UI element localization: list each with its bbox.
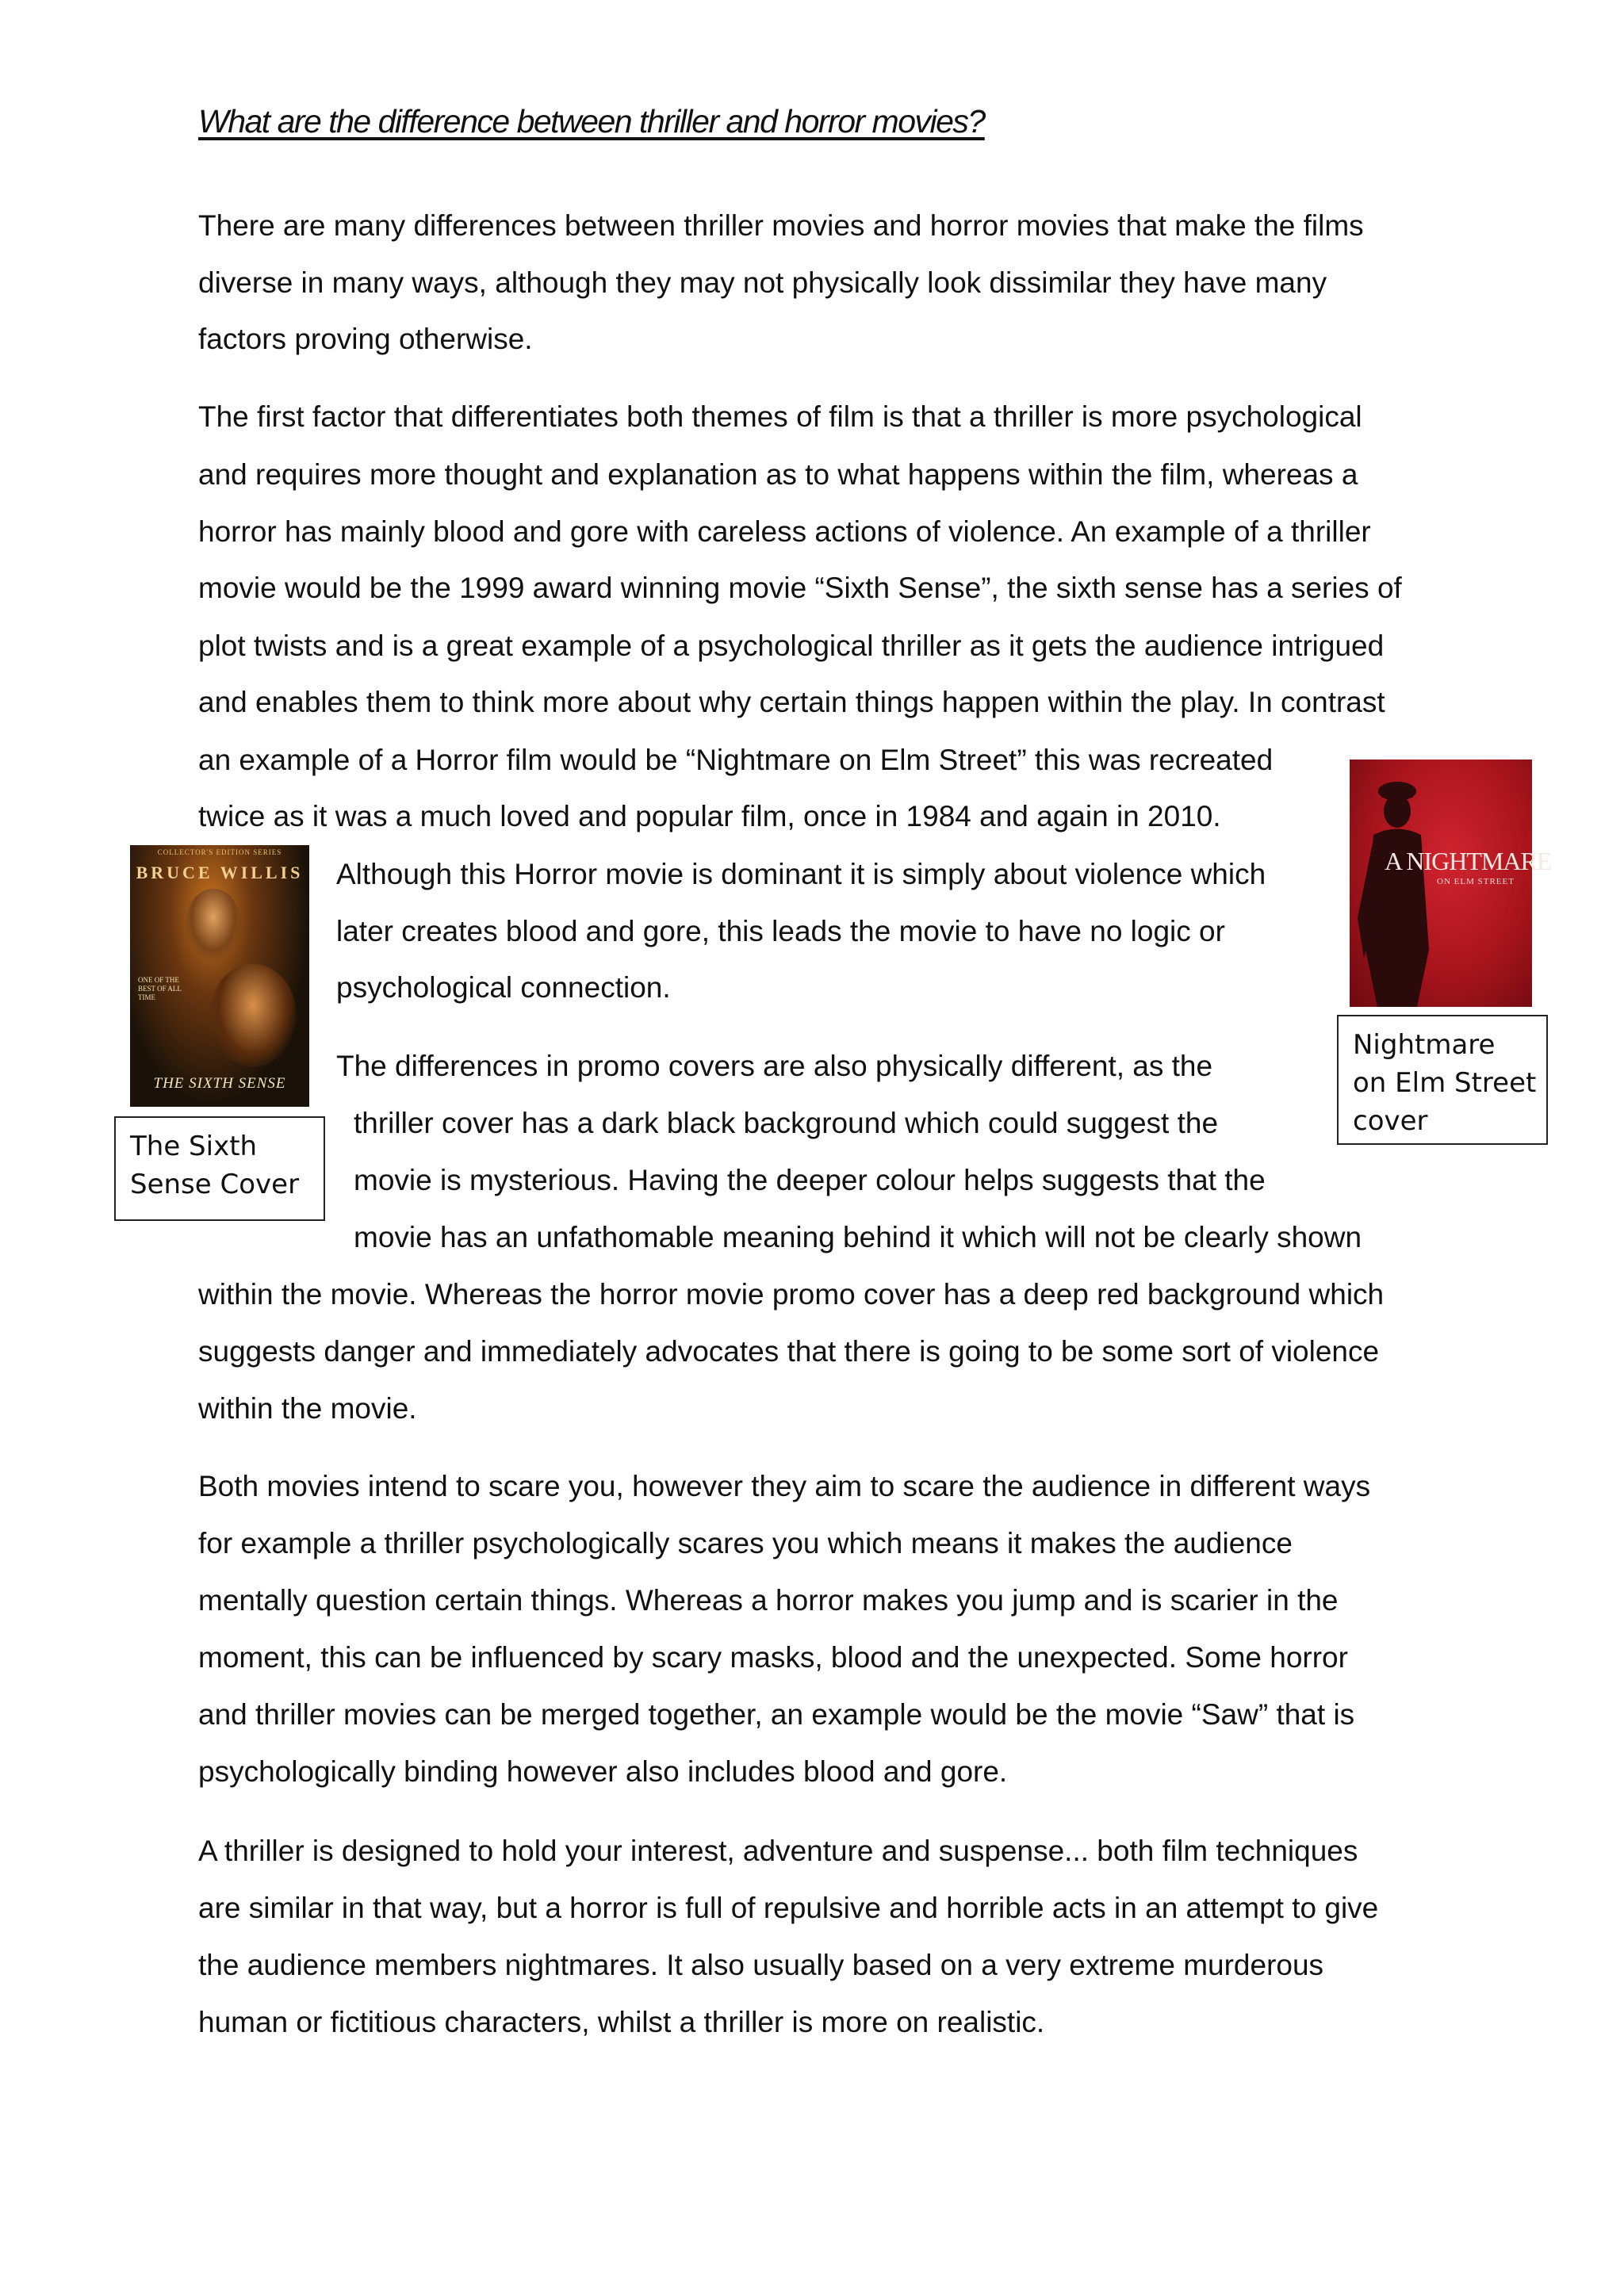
text-line: twice as it was a much loved and popular film, once in 1984 and again in 2010. [198, 800, 1221, 832]
nightmare-poster [1350, 760, 1552, 1007]
text-line: within the movie. Whereas the horror movie promo cover has a deep red background which [198, 1278, 1385, 1311]
child-face-image [186, 889, 241, 960]
text-line: thriller cover has a dark black background which could suggest the [354, 1107, 1219, 1139]
text-line: moment, this can be influenced by scary masks, blood and the unexpected. Some horror [198, 1641, 1348, 1674]
text-line: the audience members nightmares. It also usually based on a very extreme murderous [198, 1949, 1324, 1981]
text-line: are similar in that way, but a horror is full of repulsive and horrible acts in an attempt to give [198, 1892, 1379, 1924]
text-line: an example of a Horror film would be “Nightmare on Elm Street” this was recreated [198, 744, 1274, 776]
man-face-image [209, 964, 297, 1067]
nightmare-caption: Nightmare on Elm Street cover [1337, 1015, 1548, 1145]
text-line: and thriller movies can be merged together, an example would be the movie “Saw” that is [198, 1698, 1355, 1731]
text-line: factors proving otherwise. [198, 323, 533, 355]
text-line: The first factor that differentiates both themes of film is that a thriller is more psychological [198, 400, 1362, 433]
text-line: diverse in many ways, although they may not physically look dissimilar they have many [198, 266, 1327, 299]
text-line: for example a thriller psychologically scares you which means it makes the audience [198, 1527, 1293, 1559]
text-line: and requires more thought and explanation as to what happens within the film, whereas a [198, 458, 1358, 491]
sixth-sense-caption: The Sixth Sense Cover [114, 1116, 325, 1221]
text-line: Although this Horror movie is dominant it is simply about violence which [336, 858, 1266, 890]
poster-tagline: ONE OF THE BEST OF ALL TIME [138, 976, 182, 1001]
sixth-sense-poster [130, 845, 309, 1107]
text-line: The differences in promo covers are also physically different, as the [336, 1050, 1213, 1082]
text-line: A thriller is designed to hold your interest, adventure and suspense... both film techniques [198, 1835, 1358, 1867]
text-line: movie is mysterious. Having the deeper colour helps suggests that the [354, 1164, 1266, 1196]
text-line: psychological connection. [336, 971, 671, 1004]
text-line: psychologically binding however also includes blood and gore. [198, 1755, 1008, 1788]
text-line: horror has mainly blood and gore with careless actions of violence. An example of a thriller [198, 515, 1371, 548]
poster-title: THE SIXTH SENSE [153, 1075, 286, 1092]
text-line: human or fictitious characters, whilst a thriller is more on realistic. [198, 2006, 1045, 2038]
text-line: movie has an unfathomable meaning behind it which will not be clearly shown [354, 1221, 1362, 1253]
text-line: plot twists and is a great example of a psychological thriller as it gets the audience intrigued [198, 629, 1385, 662]
text-line: within the movie. [198, 1392, 417, 1425]
text-line: mentally question certain things. Whereas a horror makes you jump and is scarier in the [198, 1584, 1339, 1617]
text-line: later creates blood and gore, this leads the movie to have no logic or [336, 915, 1225, 947]
text-line: and enables them to think more about why certain things happen within the play. In contrast [198, 686, 1385, 718]
poster-subtitle: ON ELM STREET [1437, 877, 1515, 886]
text-line: movie would be the 1999 award winning movie “Sixth Sense”, the sixth sense has a series of [198, 572, 1402, 604]
text-line: There are many differences between thriller movies and horror movies that make the films [198, 209, 1364, 242]
text-line: suggests danger and immediately advocates that there is going to be some sort of violence [198, 1335, 1380, 1368]
poster-title: A NIGHTMARE [1385, 847, 1552, 875]
poster-actor-name: BRUCE WILLIS [136, 863, 304, 882]
poster-series-text: COLLECTOR'S EDITION SERIES [157, 848, 282, 856]
page-title: What are the difference between thriller and horror movies? [198, 103, 985, 140]
text-line: Both movies intend to scare you, however they aim to scare the audience in different ways [198, 1470, 1371, 1502]
